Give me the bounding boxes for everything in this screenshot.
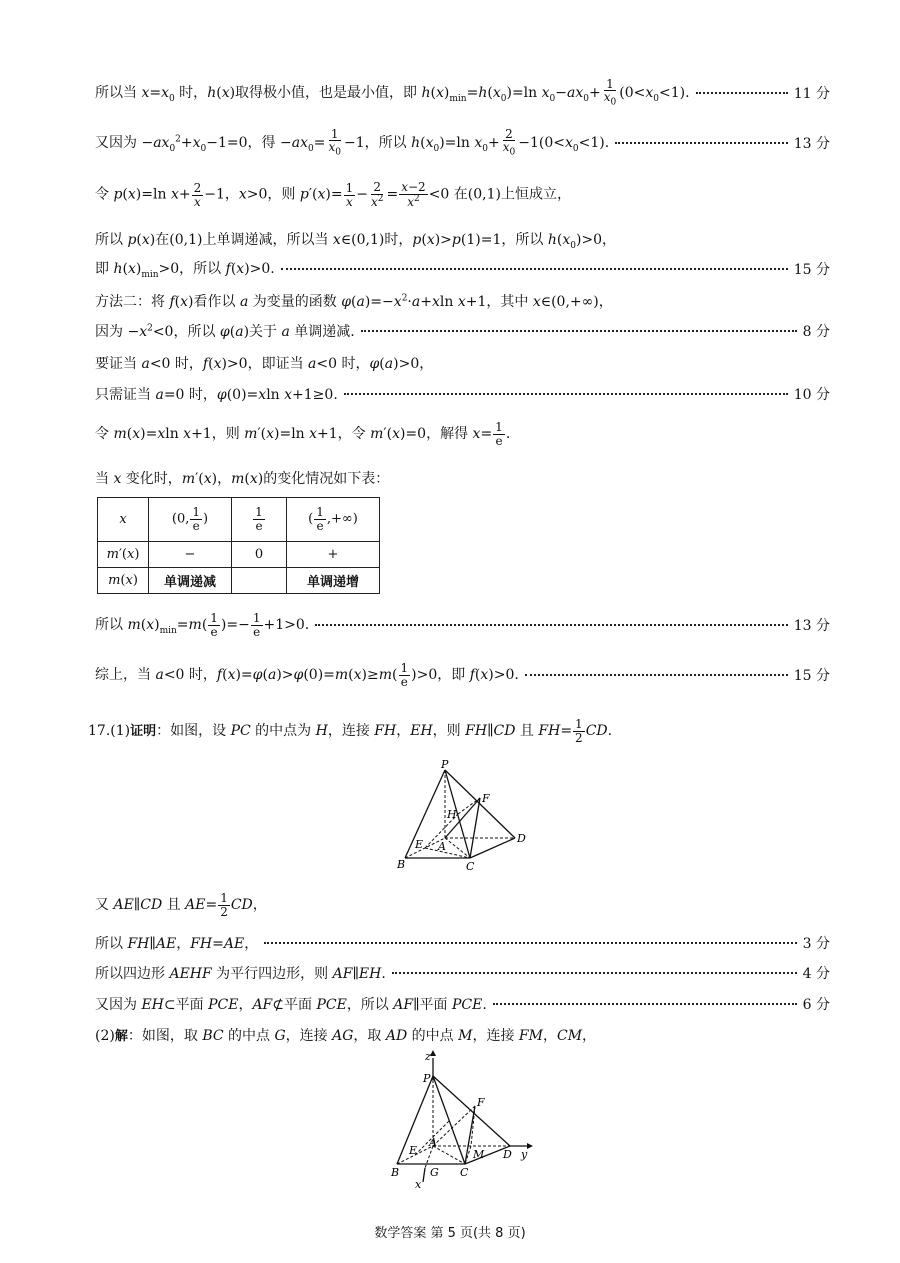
table-cell: x: [98, 498, 149, 542]
line-text: 所以四边形 AEHF 为平行四边形，则 AF∥EH.: [95, 966, 386, 982]
solution-line: [95, 286, 830, 316]
table-cell: [232, 568, 287, 594]
solution-line: [95, 78, 830, 108]
table-cell: (0, $\frac{1}{e}$ ): [149, 498, 232, 542]
line-text: 因为 $-x^2<0$，所以 φ(a)关于 a 单调递减.: [95, 323, 355, 340]
line-text: 又因为 EH⊂平面 PCE，AF⊄平面 PCE，所以 AF∥平面 PCE.: [95, 997, 487, 1013]
solution-line: [95, 128, 830, 158]
label-P: P: [441, 758, 449, 771]
label-A: A: [429, 1136, 437, 1149]
label-H: H: [447, 808, 457, 821]
label-y: y: [521, 1148, 528, 1161]
line-text: 又 AE∥CD 且 AE= $\frac{1}{2}$ CD，: [95, 890, 267, 919]
table-row: [98, 498, 380, 542]
table-cell: 单调递减: [149, 568, 232, 594]
label-F: F: [482, 792, 490, 805]
score-label: 3 分: [802, 936, 830, 952]
label-G: G: [430, 1166, 439, 1179]
line-text: 所以 p(x)在(0,1)上单调递减，所以当 x∈(0,1)时，p(x)>p(1)=1，所以 $h(x_0)>0$，: [95, 232, 617, 251]
page-footer: 数学答案 第 5 页(共 8 页): [374, 1226, 526, 1241]
score-label: 4 分: [802, 966, 830, 982]
label-x: x: [415, 1178, 422, 1190]
line-text: 所以 FH∥AE，FH=AE，: [95, 936, 259, 952]
pyramid-figure-1: [390, 758, 535, 873]
solution-line: [95, 890, 830, 920]
solution-line: [95, 463, 830, 493]
label-P: P: [423, 1072, 431, 1085]
table-row: [98, 542, 380, 568]
label-A: A: [438, 840, 446, 853]
solution-line: [95, 348, 830, 378]
label-M: M: [473, 1148, 485, 1161]
label-B: B: [397, 858, 406, 871]
line-text: 方法二：将 f(x)看作以 a 为变量的函数 $\varphi(a)=-x^2\cdot a+xln$ x+1，其中 x∈(0,+∞)，: [95, 293, 613, 310]
line-text: 综上，当 a<0 时，f(x)=φ(a)>φ(0)=m(x)≥m( $\frac{1}{e}$ )>0，即 f(x)>0.: [95, 660, 519, 689]
line-text: 只需证当 a=0 时，φ(0)=xln x+1≥0.: [95, 387, 338, 403]
table-cell: 单调递增: [287, 568, 380, 594]
label-z: z: [425, 1050, 431, 1063]
pyramid-figure-2: [385, 1050, 545, 1190]
solution-line: [95, 610, 830, 640]
line-text: 令 p(x)=ln x+ $\frac{2}{x}$ −1，x>0，则 p′(x)= $\frac{1}{x}$ − $\frac{2}{x^2}$ = $\frac{x-2}{x^2}$ <0 在(0,1)上恒成立，: [95, 180, 571, 209]
variation-table: [97, 497, 380, 594]
table-cell: +: [287, 542, 380, 568]
line-text: 要证当 a<0 时，f(x)>0，即证当 a<0 时，φ(a)>0，: [95, 356, 434, 372]
line-text: 当 x 变化时，m′(x)，m(x)的变化情况如下表：: [95, 471, 390, 487]
score-label: 13 分: [793, 136, 830, 152]
solution-line: [88, 716, 823, 746]
label-D: D: [517, 832, 526, 845]
table-cell: ( $\frac{1}{e}$ ,+∞): [287, 498, 380, 542]
score-label: 11 分: [793, 86, 830, 102]
line-text: (2)解：如图，取 BC 的中点 G，连接 AG，取 AD 的中点 M，连接 FM，CM，: [95, 1028, 597, 1044]
label-E: E: [415, 838, 424, 851]
solution-line: [95, 1020, 830, 1050]
table-cell: −: [149, 542, 232, 568]
label-D: D: [503, 1148, 512, 1161]
label-C: C: [466, 860, 475, 873]
score-label: 6 分: [802, 997, 830, 1013]
score-label: 10 分: [793, 387, 830, 403]
score-label: 8 分: [802, 324, 830, 340]
label-F: F: [477, 1096, 485, 1109]
solution-line: [95, 379, 830, 409]
solution-line: [95, 419, 830, 449]
solution-line: [95, 225, 830, 255]
score-label: 13 分: [793, 618, 830, 634]
solution-line: [95, 254, 830, 284]
line-text: 令 m(x)=xln x+1，则 m′(x)=ln x+1，令 m′(x)=0，解得 x= $\frac{1}{e}$ .: [95, 419, 511, 448]
solution-line: [95, 989, 830, 1019]
solution-line: [95, 958, 830, 988]
table-cell: $\frac{1}{e}$: [232, 498, 287, 542]
table-cell: m′(x): [98, 542, 149, 568]
label-E: E: [409, 1144, 418, 1157]
table-cell: 0: [232, 542, 287, 568]
solution-line: [95, 928, 830, 958]
line-text: 即 $h(x)_{min}>0$，所以 f(x)>0.: [95, 261, 275, 280]
table-row: [98, 568, 380, 594]
table-cell: m(x): [98, 568, 149, 594]
score-label: 15 分: [793, 262, 830, 278]
solution-line: [95, 660, 830, 690]
line-text: 17.(1)证明：如图，设 PC 的中点为 H，连接 FH，EH，则 FH∥CD 且 FH= $\frac{1}{2}$ CD.: [88, 716, 613, 745]
line-text: 又因为 $-ax_0^2+x_0-1=0$，得 $-ax_0=$ $\frac{1}{x_0}$ −1，所以 $h(x_0)=\ln$ $x_0+$ $\frac{2}{x_0}$ $-1(0<x_0<1)$.: [95, 126, 610, 158]
solution-line: [95, 316, 830, 346]
solution-line: [95, 180, 830, 210]
line-text: 所以 $m(x)_{min}=m$( $\frac{1}{e}$ )=− $\frac{1}{e}$ +1>0.: [95, 610, 310, 639]
score-label: 15 分: [793, 668, 830, 684]
label-C: C: [460, 1166, 469, 1179]
line-text: 所以当 $x=x_0$ 时，h(x)取得极小值，也是最小值，即 $h(x)_{min}=h(x_0)=\ln$ $x_0-ax_0+$ $\frac{1}{x_0}$ $(0<x_0<1)$.: [95, 76, 690, 108]
label-B: B: [391, 1166, 400, 1179]
